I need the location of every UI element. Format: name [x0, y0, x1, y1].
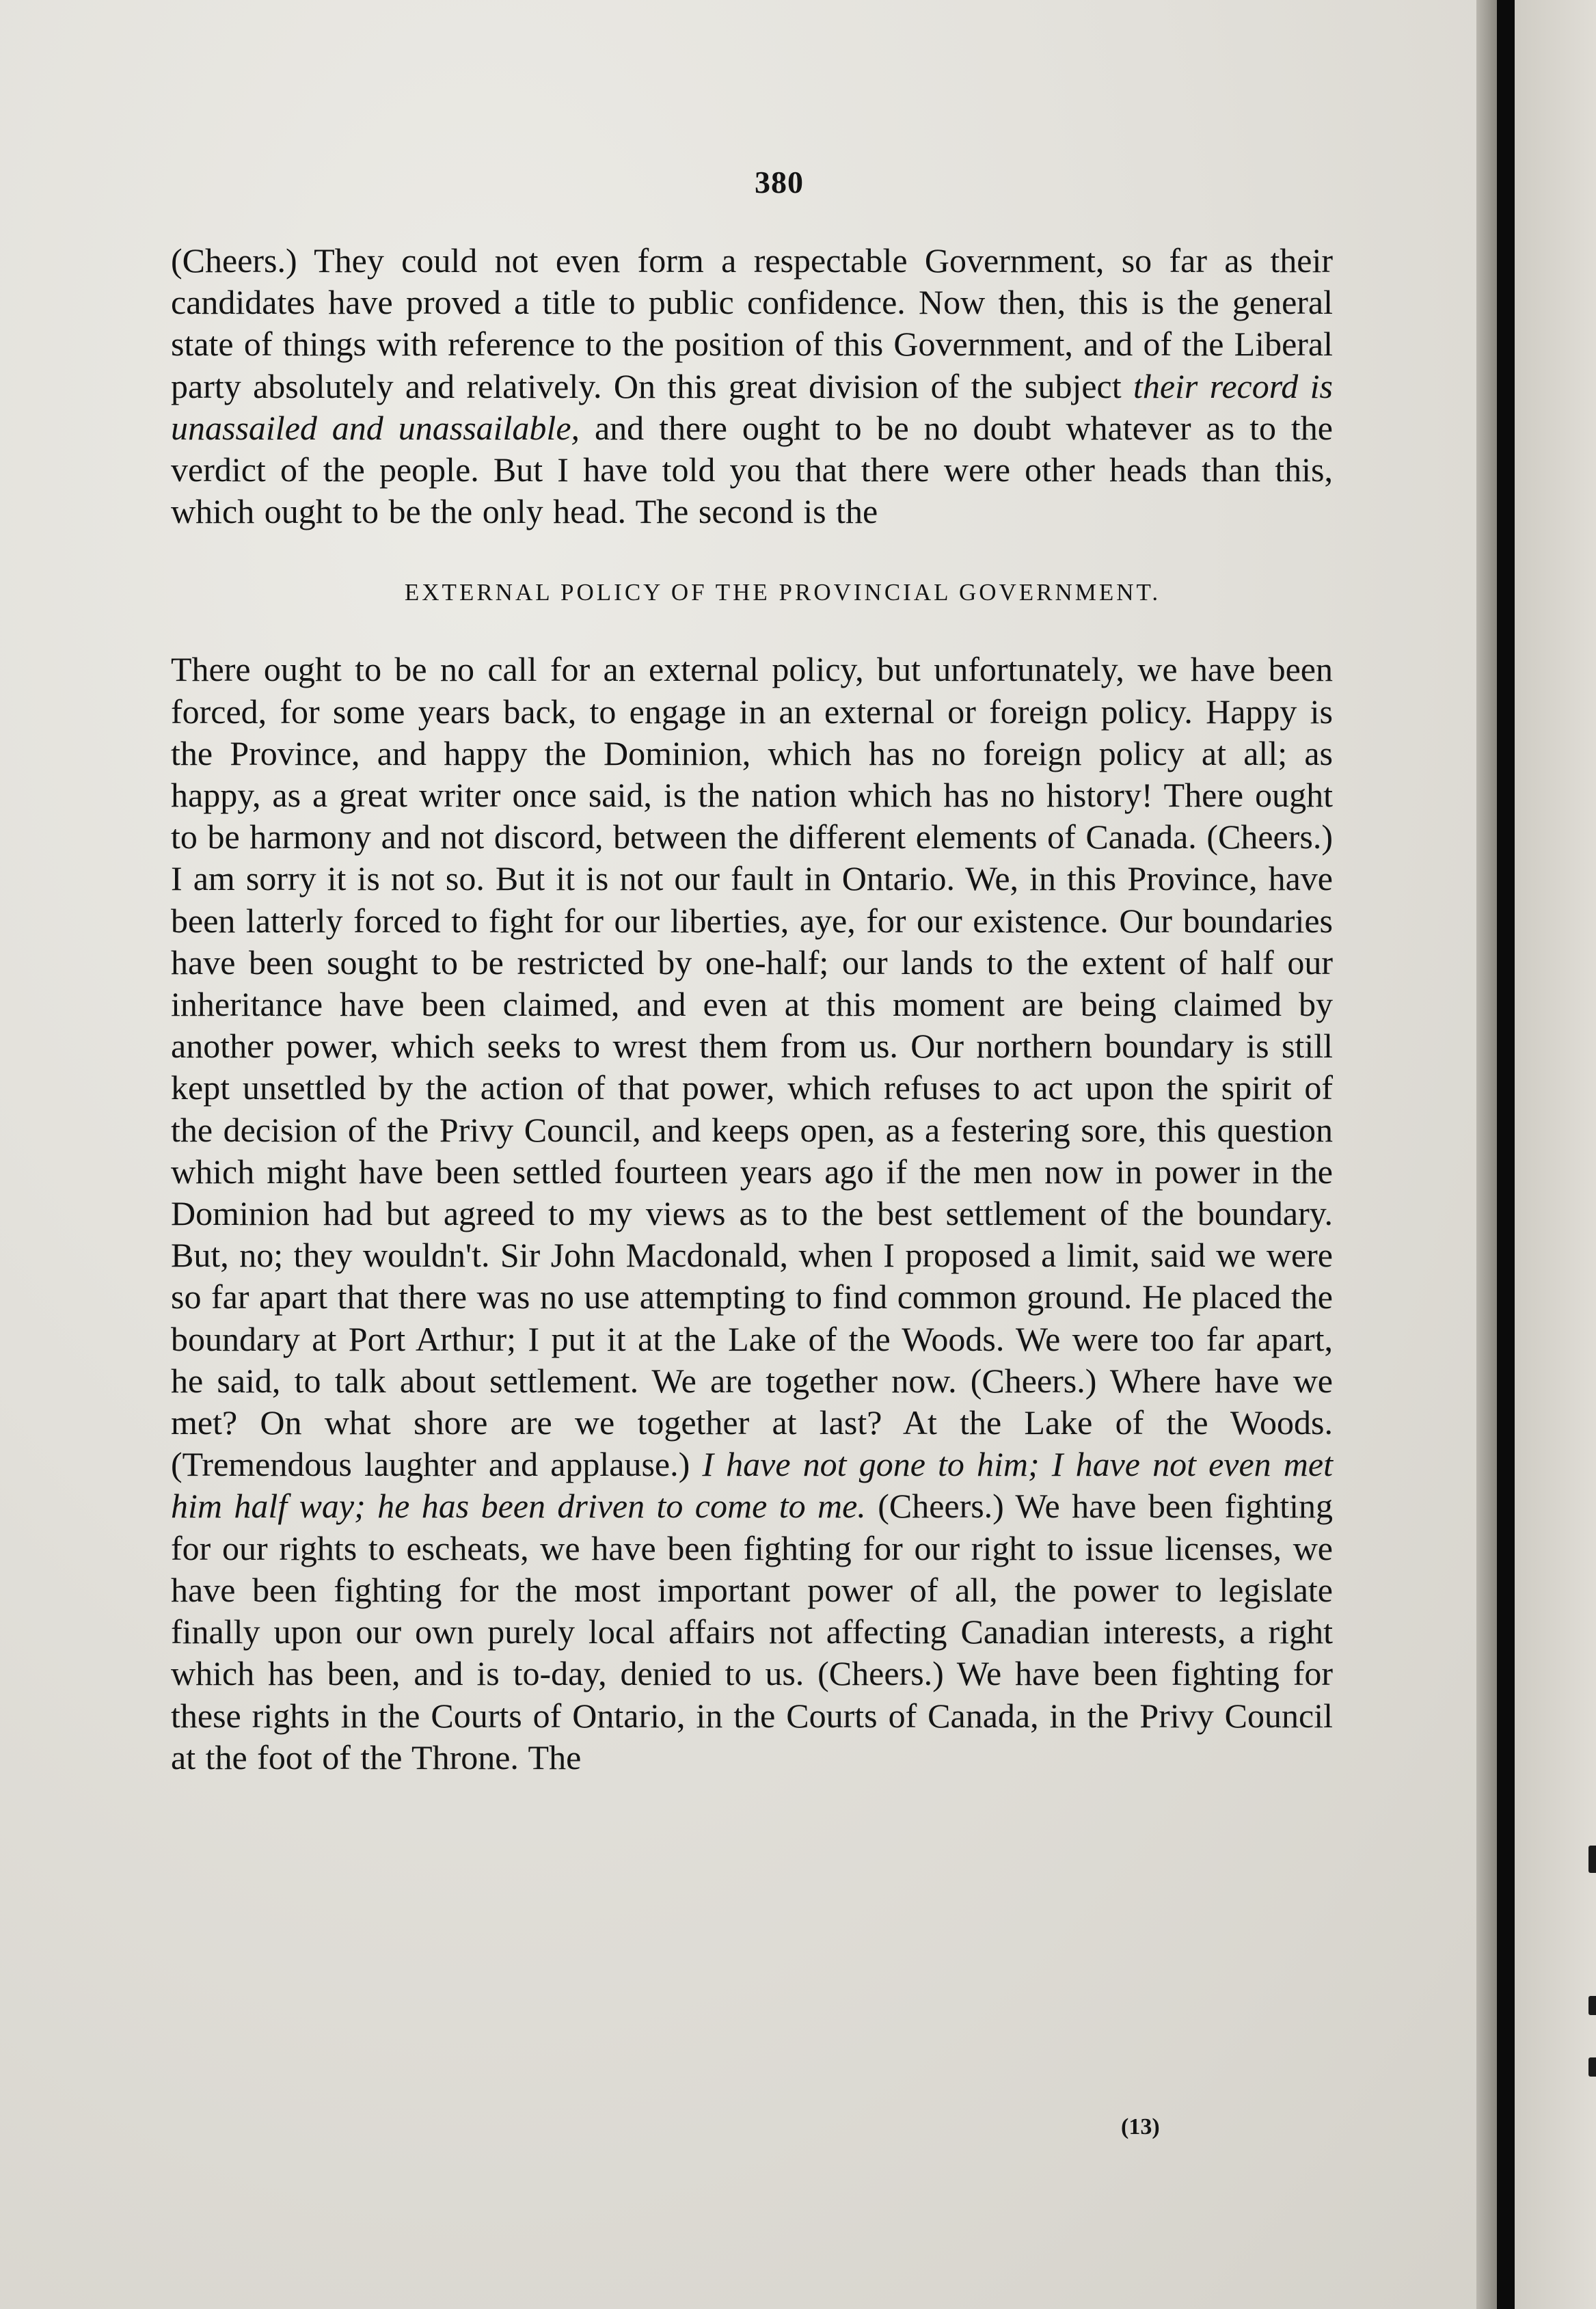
adjacent-page-mark — [1588, 1996, 1596, 2015]
paragraph-external-policy-text: There ought to be no call for an external policy, but unfortunately, we have been forced, for some years back, to engage in an external or foreign policy. Happy is the Province, and happy the Dominion, which has no foreign policy at all; as happy, as a great writer once said, is the nation which has no history! There ought to be harmony and not discord, between the different elements of Canada. (Cheers.) I am sorry it is not so. But it is not our fault in Ontario. We, in this Province, have been latterly forced to fight for our liberties, aye, for our existence. Our boundaries have been sought to be restricted by one-half; our lands to the extent of half our inheritance have been claimed, and even at this moment are being claimed by another power, which seeks to wrest them from us. Our northern boundary is still kept unsettled by the action of that power, which refuses to act upon the spirit of the decision of the Privy Council, and keeps open, as a festering sore, this question which might have been settled fourteen years ago if the men now in power in the Dominion had but agreed to my views as to the best settlement of the boundary. But, no; they wouldn't. Sir John Macdonald, when I proposed a limit, said we were so far apart that there was no use attempting to find common ground. He placed the boundary at Port Arthur; I put it at the Lake of the Woods. We were too far apart, he said, to talk about settlement. We are together now. (Cheers.) Where have we met? On what shore are we together at last? At the Lake of the Woods. (Tremendous laughter and applause.) — [171, 650, 1333, 1484]
adjacent-page-mark — [1588, 1846, 1596, 1873]
paragraph-external-policy-text-end: (Cheers.) We have been fighting for our rights to escheats, we have been fighting for our right to issue licenses, we have been fighting for the most important power of all, the power to legislate finally upon our own purely local affairs not affecting Canadian interests, a right which has been, and is to-day, denied to us. (Cheers.) We have been fighting for these rights in the Courts of Ontario, in the Courts of Canada, in the Privy Council at the foot of the Throne. The — [171, 1487, 1333, 1777]
paragraph-external-policy-italic: I have not gone to him; I have not even met him half way; he has been driven to come to me. — [171, 1445, 1333, 1526]
page-text — [171, 164, 1333, 1779]
printer-signature-mark: (13) — [1121, 2114, 1160, 2139]
paragraph-opening-text-end: and there ought to be no doubt whatever as to the verdict of the people. But I have told you that there were other heads than this, which ought to be the only head. The second is the — [171, 408, 1333, 531]
adjacent-page-mark — [1588, 2057, 1596, 2077]
page-edge-shadow — [1476, 0, 1497, 2309]
book-binding — [1497, 0, 1515, 2309]
page-number: 380 — [755, 165, 804, 200]
paragraph-opening — [171, 240, 1333, 532]
adjacent-page-edge — [1515, 0, 1596, 2309]
paragraph-opening-text: (Cheers.) They could not even form a respectable Government, so far as their candidates have proved a title to public confidence. Now then, this is the general state of things with reference to the position of this Government, and of the Liberal party absolutely and relatively. On this great division of the subject — [171, 241, 1333, 405]
section-heading: EXTERNAL POLICY OF THE PROVINCIAL GOVERNMENT. — [404, 579, 1161, 606]
paragraph-opening-italic: their record is unassailed and unassailable, — [171, 366, 1333, 447]
paragraph-external-policy — [171, 649, 1333, 1778]
